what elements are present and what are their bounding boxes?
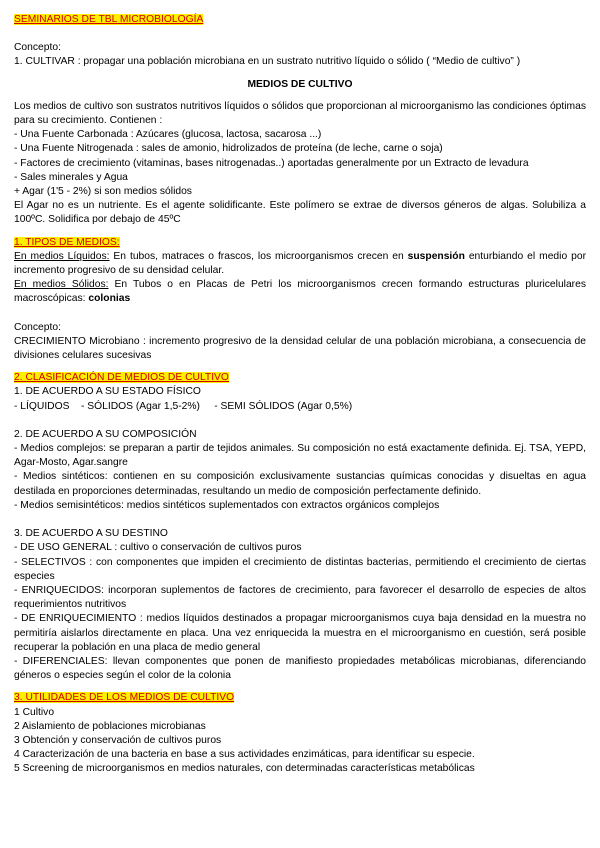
utilidad-item: 2 Aislamiento de poblaciones microbianas: [14, 720, 206, 732]
fisico-items: - LÍQUIDOS - SÓLIDOS (Agar 1,5-2%) - SEMI SÓLIDOS (Agar 0,5%): [14, 400, 353, 412]
utilidades-heading-row: [14, 691, 586, 705]
medios-item: - Una Fuente Nitrogenada : sales de amonio, hidrolizados de proteína (de leche, carne o soja): [14, 143, 443, 155]
medios-item: - Una Fuente Carbonada : Azúcares (glucosa, lactosa, sacarosa ...): [14, 129, 322, 141]
utilidad-item: 3 Obtención y conservación de cultivos puros: [14, 734, 222, 746]
composicion-title: 2. DE ACUERDO A SU COMPOSICIÓN: [14, 428, 197, 440]
agar-note: El Agar no es un nutriente. Es el agente solidificante. Este polímero se extrae de diversos géneros de algas. Solubiliza a 100ºC. Solidifica por debajo de 45ºC: [14, 200, 586, 226]
header-title: SEMINARIOS DE TBL MICROBIOLOGÍA: [14, 14, 204, 25]
medios-title: MEDIOS DE CULTIVO: [247, 78, 353, 90]
utilidad-item: 4 Caracterización de una bacteria en base a sus actividades enzimáticas, para identificar su especie.: [14, 749, 475, 761]
document-header: [14, 13, 586, 27]
tipos-heading: 1. TIPOS DE MEDIOS:: [14, 236, 120, 248]
destino-item: - ENRIQUECIDOS: incorporan suplementos de factores de crecimiento, para favorecer el desarrollo de especies de altos requerimientos nutritivos: [14, 584, 586, 611]
solidos-text: En Tubos o en Placas de Petri los microorganismos crecen formando estructuras pluricelulares macroscópicas:: [14, 279, 586, 305]
destino-title: 3. DE ACUERDO A SU DESTINO: [14, 528, 168, 540]
concepto2-label: Concepto:: [14, 321, 61, 333]
composicion-item: - Medios sintéticos: contienen en su composición exclusivamente sustancias químicas conocidas y disueltas en agua destilada en proporciones determinadas, resultando un medio de composición perfectamente definido.: [14, 471, 586, 497]
document-page: [14, 13, 586, 777]
liquidos-bold: suspensión: [407, 250, 465, 262]
utilidades-heading: 3. UTILIDADES DE LOS MEDIOS DE CULTIVO: [14, 692, 235, 704]
concepto-label: Concepto:: [14, 42, 61, 54]
liquidos-label: En medios Líquidos:: [14, 250, 110, 262]
destino-item: - DE ENRIQUECIMIENTO : medios líquidos destinados a propagar microorganismos cuya baja densidad en la muestra no permitiría aislarlos directamente en placa. Una vez enriquecida la muestra en el microorganismo en cuestión, será posible recuperar la población en una placa de medio general: [14, 613, 586, 653]
clasificacion-heading-row: [14, 371, 586, 385]
concepto-crecimiento: CRECIMIENTO Microbiano : incremento progresivo de la densidad celular de una población microbiana, a consecuencia de divisiones celulares sucesivas: [14, 335, 586, 362]
liquidos-text-a: En tubos, matraces o frascos, los microorganismos crecen en: [109, 250, 408, 262]
medios-item: - Sales minerales y Agua: [14, 171, 128, 183]
utilidad-item: 5 Screening de microorganismos en medios naturales, con determinadas características metabólicas: [14, 763, 475, 775]
medios-item: + Agar (1'5 - 2%) si son medios sólidos: [14, 186, 192, 198]
tipos-heading-row: [14, 236, 586, 250]
clasificacion-heading: 2. CLASIFICACIÓN DE MEDIOS DE CULTIVO: [14, 372, 229, 384]
destino-item: - DIFERENCIALES: llevan componentes que ponen de manifiesto propiedades metabólicas microbianas, diferenciando géneros o especies según el color de la colonia: [14, 655, 586, 682]
medios-item: - Factores de crecimiento (vitaminas, bases nitrogenadas..) aportadas generalmente por un Extracto de levadura: [14, 157, 529, 169]
solidos-label: En medios Sólidos:: [14, 279, 109, 291]
composicion-item: - Medios semisintéticos: medios sintéticos suplementados con extractos orgánicos complejos: [14, 499, 440, 511]
destino-item: - DE USO GENERAL : cultivo o conservación de cultivos puros: [14, 542, 302, 554]
medios-intro: Los medios de cultivo son sustratos nutritivos líquidos o sólidos que proporcionan al microorganismo las condiciones óptimas para su crecimiento. Contienen :: [14, 100, 586, 127]
fisico-title: 1. DE ACUERDO A SU ESTADO FÍSICO: [14, 386, 201, 398]
liquidos-text-b: enturbiando el medio por incremento progresivo de su densidad celular.: [14, 250, 586, 277]
utilidad-item: 1 Cultivo: [14, 706, 55, 718]
destino-item: - SELECTIVOS : con componentes que impiden el crecimiento de distintas bacterias, permitiendo el crecimiento de ciertas especies: [14, 556, 586, 582]
solidos-bold: colonias: [88, 293, 131, 305]
tipos-solidos: [14, 278, 586, 306]
composicion-item: - Medios complejos: se preparan a partir de tejidos animales. Su composición no está exactamente definida. Ej. TSA, YEPD, Agar-Mosto, Agar.sangre: [14, 443, 586, 469]
tipos-liquidos: [14, 250, 586, 278]
concepto-cultivar: 1. CULTIVAR : propagar una población microbiana en un sustrato nutritivo líquido o sólido ( “Medio de cultivo” ): [14, 56, 521, 68]
